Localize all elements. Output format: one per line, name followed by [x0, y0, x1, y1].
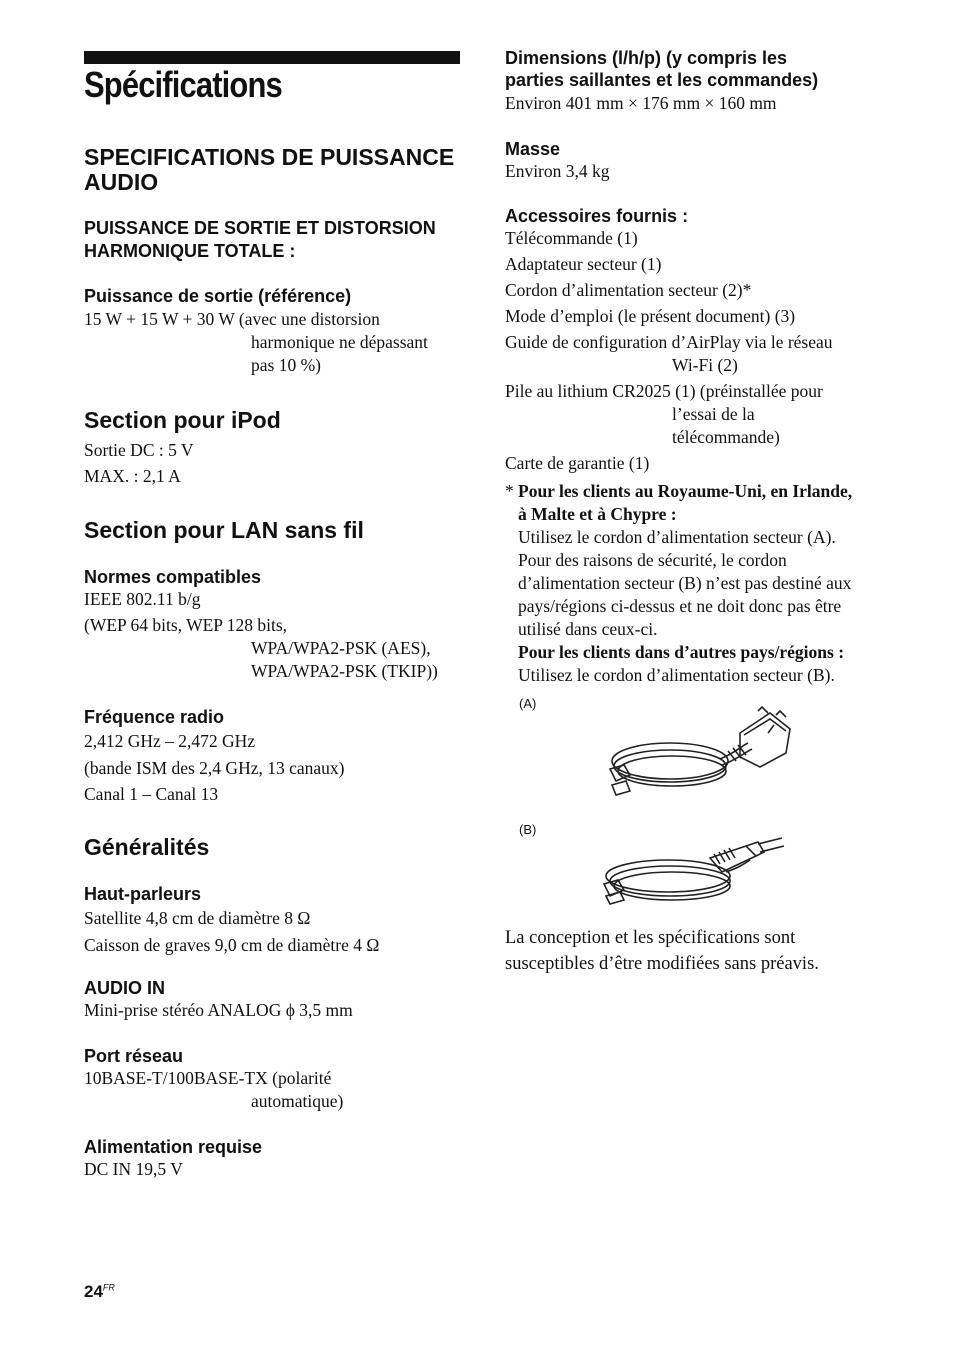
- mass-value: Environ 3,4 kg: [505, 161, 610, 181]
- note-bold: Pour les clients dans d’autres pays/régions :: [518, 642, 845, 662]
- speakers-values: [84, 905, 379, 958]
- audioin-value: Mini-prise stéréo ANALOG ϕ 3,5 mm: [84, 1000, 353, 1020]
- note-text: pays/régions ci-dessus et ne doit donc pas être: [518, 596, 842, 616]
- accessory-item: Mode d’emploi (le présent document) (3): [505, 306, 796, 326]
- norms-values: [84, 588, 474, 683]
- network-label: Port réseau: [84, 1046, 184, 1066]
- output-distortion-heading-text: PUISSANCE DE SORTIE ET DISTORSION HARMONIQUE TOTALE :: [84, 218, 436, 261]
- mass-label: Masse: [505, 139, 561, 159]
- output-distortion-heading: [84, 217, 464, 263]
- audio-power-heading: [84, 145, 464, 195]
- page-number-value: 24: [84, 1282, 103, 1301]
- dims-label-line: parties saillantes et les commandes): [505, 70, 819, 90]
- audio-power-heading-text: SPECIFICATIONS DE PUISSANCE AUDIO: [84, 144, 455, 195]
- output-ref-label: Puissance de sortie (référence): [84, 286, 352, 306]
- note-bold: à Malte et à Chypre :: [518, 504, 677, 524]
- accessory-item: l’essai de la: [672, 404, 755, 424]
- note-text: Pour des raisons de sécurité, le cordon: [518, 550, 787, 570]
- note-text: utilisé dans ceux-ci.: [518, 619, 658, 639]
- dims-label-line: Dimensions (l/h/p) (y compris les: [505, 48, 788, 68]
- note-asterisk: *: [505, 481, 514, 501]
- norms-line: WPA/WPA2-PSK (TKIP)): [251, 661, 438, 681]
- dims-value: Environ 401 mm × 176 mm × 160 mm: [505, 93, 777, 113]
- accessory-item: Cordon d’alimentation secteur (2)*: [505, 280, 752, 300]
- accessories-list: [505, 227, 905, 475]
- figure-a-label: (A): [519, 696, 537, 711]
- speakers-line: Caisson de graves 9,0 cm de diamètre 4 Ω: [84, 934, 380, 955]
- freq-line: Canal 1 – Canal 13: [84, 784, 219, 804]
- page-number: [84, 1282, 115, 1302]
- audioin-label: AUDIO IN: [84, 978, 165, 998]
- disclaimer-line: susceptibles d’être modifiées sans préavis.: [505, 954, 819, 974]
- note-bold: Pour les clients au Royaume-Uni, en Irlande,: [518, 481, 853, 501]
- lan-heading: Section pour LAN sans fil: [84, 517, 364, 543]
- accessory-item: Adaptateur secteur (1): [505, 254, 662, 274]
- freq-line: (bande ISM des 2,4 GHz, 13 canaux): [84, 757, 345, 778]
- uk-power-cord-illustration: [600, 703, 800, 803]
- accessory-item: Wi-Fi (2): [672, 355, 738, 375]
- power-value: DC IN 19,5 V: [84, 1159, 183, 1179]
- note-text: Utilisez le cordon d’alimentation secteur (A).: [518, 527, 836, 547]
- accessories-label: Accessoires fournis :: [505, 206, 689, 226]
- network-values: [84, 1067, 474, 1113]
- note-text: Utilisez le cordon d’alimentation secteur (B).: [518, 665, 835, 685]
- speakers-label: Haut-parleurs: [84, 884, 202, 904]
- page-title: Spécifications: [84, 64, 282, 105]
- norms-line: IEEE 802.11 b/g: [84, 589, 201, 609]
- freq-label: Fréquence radio: [84, 707, 225, 727]
- norms-line: WPA/WPA2-PSK (AES),: [251, 638, 431, 658]
- general-heading: Généralités: [84, 834, 210, 860]
- accessory-item: Carte de garantie (1): [505, 453, 650, 473]
- accessory-item: Guide de configuration d’AirPlay via le réseau: [505, 332, 833, 352]
- disclaimer-line: La conception et les spécifications sont: [505, 928, 796, 948]
- ipod-line: MAX. : 2,1 A: [84, 466, 181, 486]
- accessory-item: Pile au lithium CR2025 (1) (préinstallée pour: [505, 381, 823, 401]
- cord-note: [505, 480, 895, 687]
- output-ref-value: [84, 308, 474, 377]
- title-rule: [84, 51, 460, 64]
- output-ref-line: 15 W + 15 W + 30 W (avec une distorsion: [84, 309, 380, 329]
- eu-power-cord-illustration: [598, 832, 798, 912]
- accessory-item: télécommande): [672, 427, 780, 447]
- figure-b-label: (B): [519, 822, 537, 837]
- dims-label: [505, 47, 905, 91]
- disclaimer: [505, 925, 905, 977]
- freq-values: [84, 728, 344, 808]
- ipod-heading: Section pour iPod: [84, 407, 281, 433]
- accessory-item: Télécommande (1): [505, 228, 638, 248]
- ipod-values: [84, 437, 194, 489]
- page-language-suffix: FR: [102, 1282, 115, 1293]
- power-label: Alimentation requise: [84, 1137, 263, 1157]
- output-ref-line: harmonique ne dépassant: [251, 332, 428, 352]
- speakers-line: Satellite 4,8 cm de diamètre 8 Ω: [84, 908, 311, 928]
- network-line: 10BASE-T/100BASE-TX (polarité: [84, 1068, 332, 1088]
- network-line: automatique): [251, 1091, 344, 1111]
- norms-line: (WEP 64 bits, WEP 128 bits,: [84, 615, 288, 635]
- norms-label: Normes compatibles: [84, 567, 262, 587]
- ipod-line: Sortie DC : 5 V: [84, 440, 194, 460]
- output-ref-line: pas 10 %): [251, 355, 321, 375]
- note-text: d’alimentation secteur (B) n’est pas destiné aux: [518, 573, 852, 593]
- freq-line: 2,412 GHz – 2,472 GHz: [84, 731, 256, 751]
